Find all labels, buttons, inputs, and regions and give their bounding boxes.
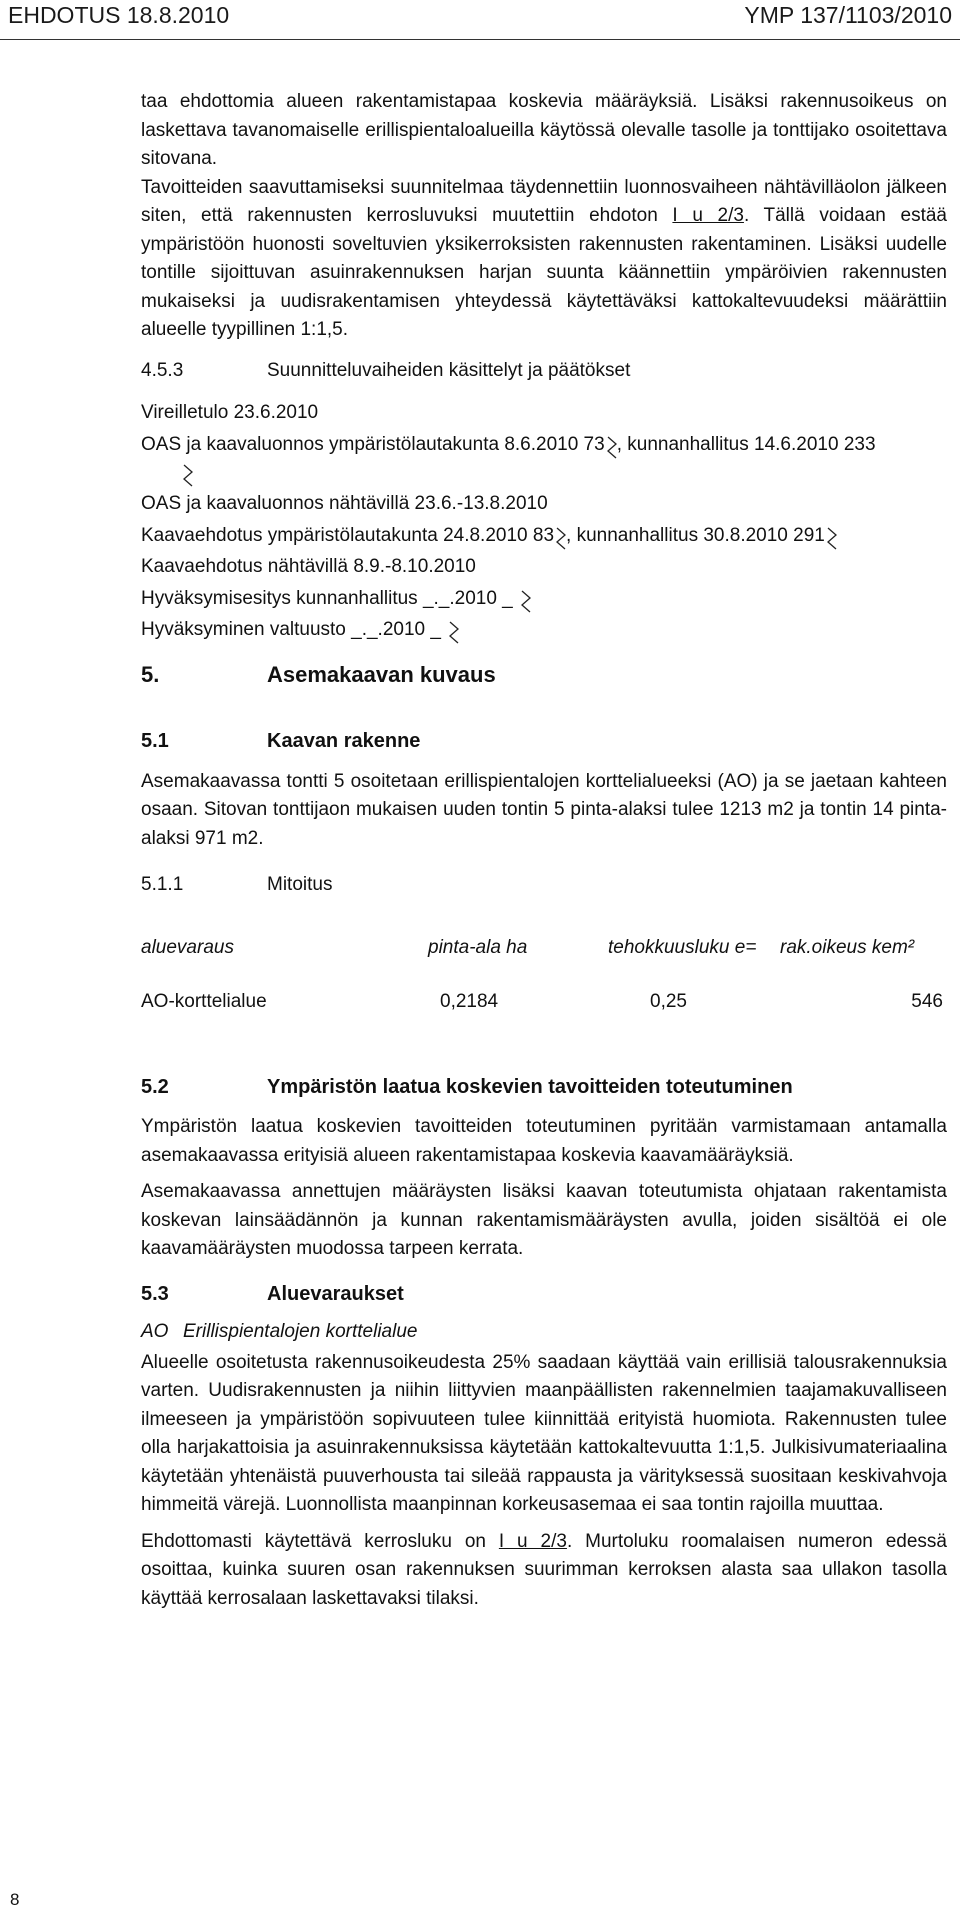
processing-stages-list [141,399,947,645]
section-number: 5.3 [141,1282,169,1305]
list-item-text: Kaavaehdotus ympäristölautakunta 24.8.2010 83 [141,524,555,546]
floor-count-link[interactable]: I u 2/3 [672,205,744,226]
section-number: 5.1.1 [141,874,184,895]
list-item [141,616,947,645]
paragraph-regulations: Asemakaavassa annettujen määräysten lisäksi kaavan toteutumista ohjataan rakentamista koskevan lainsäädännön ja kunnan rakentamismääräysten avulla, joiden sisältöä ei ole kaavamääräysten muodossa tarpeen kerrata. [141,1181,947,1259]
paragraph-goals [141,174,947,345]
section-title: Suunnitteluvaiheiden käsittelyt ja päätökset [267,359,631,381]
section-mark-icon [183,459,193,487]
paragraph-floor-count [141,1528,947,1614]
section-title: Mitoitus [267,874,333,895]
zone-code: AO [141,1321,169,1342]
paragraph-zone-rules: Alueelle osoitetusta rakennusoikeudesta 25% saadaan käyttää vain erillisiä talousrakennuksia varten. Uudisrakennusten ja niihin liittyvien maanpäällisten rakennelmien taajamakuvalliseen ilmeeseen ja ympäristöön sopivuuteen tulee kiinnittää erityistä huomiota. Rakennusten tulee olla harjakattoisia ja asuinrakennuksissa käytetään kattokaltevuutta 1:1,5. Julkisivumateriaalina käytetään yhtenäistä puuverhousta tai sileää rappausta ja värityksessä suositaan keskivahvoja himmeitä värejä. Luonnollista maanpinnan korkeusasemaa ei saa tontin rajoilla muuttaa. [141,1351,947,1515]
table-header-row [141,934,947,963]
section-title: Asemakaavan kuvaus [267,661,496,687]
list-item-text: Hyväksymisesitys kunnanhallitus _._.2010 _ [141,587,513,609]
floor-count-link[interactable]: I u 2/3 [498,1530,567,1552]
list-item [141,431,947,460]
table-header-cell: pinta-ala ha [428,936,528,958]
paragraph-goals-text-a: Tavoitteiden saavuttamiseksi suunnitelmaa täydennettiin luonnosvaiheen nähtävilläolon jälkeen siten, että rakennusten kerrosluvuksi muutettiin ehdoton [141,176,947,226]
list-item [141,490,947,519]
section-511-heading [141,871,947,900]
section-51-heading [141,727,947,756]
section-number: 5. [141,661,160,687]
list-item [141,585,947,614]
list-item [141,399,947,428]
section-52-heading [141,1073,947,1102]
zone-designation [141,1318,947,1347]
section-number: 4.5.3 [141,359,184,381]
table-cell: 0,2184 [440,991,499,1012]
header-right-reference: YMP 137/1103/2010 [744,2,952,28]
list-item-text: , kunnanhallitus 30.8.2010 291 [566,524,825,546]
section-mark-icon [449,616,459,644]
table-cell: AO-korttelialue [141,991,267,1012]
list-item-continuation [141,459,947,487]
list-item-text: Hyväksyminen valtuusto _._.2010 _ [141,619,441,640]
list-item-text: Vireilletulo 23.6.2010 [141,402,319,423]
paragraph-intro: taa ehdottomia alueen rakentamistapaa koskevia määräyksiä. Lisäksi rakennusoikeus on laskettava tavanomaiselle erillispientaloalueilla käytössä olevalle tasolle ja tonttijako osoitettava sitovana. [141,91,947,169]
section-number: 5.1 [141,730,169,752]
table-cell: 546 [911,991,943,1012]
section-53-heading [141,1280,947,1309]
list-item-text: Kaavaehdotus nähtävillä 8.9.-8.10.2010 [141,556,476,577]
document-body [141,88,947,1613]
paragraph-floor-count-text-a: Ehdottomasti käytettävä kerrosluku on [141,1530,499,1552]
list-item [141,522,947,551]
section-mark-icon [521,585,531,613]
page-number: 8 [10,1890,20,1909]
table-header-cell: rak.oikeus kem² [780,936,915,958]
paragraph-plan-structure: Asemakaavassa tontti 5 osoitetaan erillispientalojen korttelialueeksi (AO) ja se jaetaan kahteen osaan. Sitovan tonttijaon mukaisen uuden tontin 5 pinta-alaksi tulee 1213 m2 ja tontin 14 pinta-alaksi 971 m2. [141,770,947,849]
table-row [141,988,947,1017]
section-5-heading [141,661,947,690]
section-mark-icon [556,522,566,550]
paragraph-floor-count-text-b: . Murtoluku roomalaisen numeron edessä osoittaa, kuinka suuren osan rakennuksen suurimman kerroksen alasta saa ullakon tasolla käyttää kerrosalaan laskettavaksi tilaksi. [141,1530,947,1609]
header-rule [0,39,960,40]
list-item-text: OAS ja kaavaluonnos nähtävillä 23.6.-13.8.2010 [141,493,548,514]
section-title: Ympäristön laatua koskevien tavoitteiden toteutuminen [267,1075,793,1098]
list-item-text: , kunnanhallitus 14.6.2010 233 [616,433,876,455]
page-header [0,0,960,58]
table-cell: 0,25 [650,991,687,1012]
section-title: Kaavan rakenne [267,730,421,752]
dimensioning-table [141,934,947,1017]
header-left-title: EHDOTUS 18.8.2010 [8,2,230,28]
section-title: Aluevaraukset [267,1282,404,1305]
table-header-cell: tehokkuusluku e= [608,936,757,958]
paragraph-quality-goals: Ympäristön laatua koskevien tavoitteiden toteutuminen pyritään varmistamaan antamalla asemakaavassa erityisiä alueen rakentamistapaa koskevia kaavamääräyksiä. [141,1116,947,1166]
section-453-heading [141,357,947,386]
list-item-text: OAS ja kaavaluonnos ympäristölautakunta 8.6.2010 73 [141,433,605,455]
section-mark-icon [827,522,837,550]
table-header-cell: aluevaraus [141,936,234,958]
list-item [141,553,947,582]
zone-name: Erillispientalojen korttelialue [183,1321,418,1342]
paragraph-goals-text-b: . Tällä voidaan estää ympäristöön huonosti soveltuvien yksikerroksisten rakennusten rakentaminen. Lisäksi uudelle tontille sijoittuvan asuinrakennuksen harjan suunta käännettiin ympäröivien rakennusten mukaiseksi ja uudisrakentamisen yhteydessä käytettäväksi kattokaltevuudeksi määrättiin alueelle tyypillinen 1:1,5. [141,205,947,340]
section-mark-icon [607,431,617,459]
section-number: 5.2 [141,1075,169,1098]
